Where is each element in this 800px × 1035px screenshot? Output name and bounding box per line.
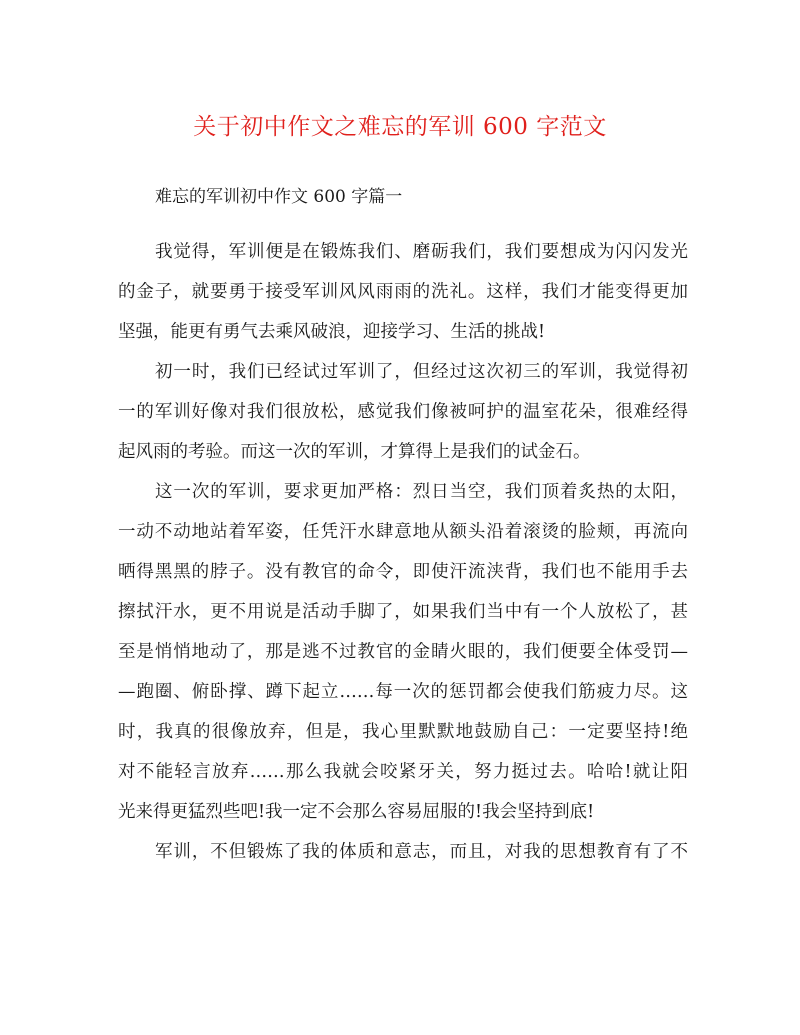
paragraph-3	[118, 472, 688, 832]
document-title: 关于初中作文之难忘的军训 600 字范文	[193, 114, 607, 140]
paragraph-line: 起风雨的考验。而这一次的军训，才算得上是我们的试金石。	[118, 442, 591, 462]
paragraph-line: 晒得黑黑的脖子。没有教官的命令，即使汗流浃背，我们也不能用手去	[118, 562, 688, 582]
paragraph-line: 光来得更猛烈些吧!我一定不会那么容易屈服的!我会坚持到底!	[118, 802, 595, 822]
paragraph-1	[118, 232, 688, 352]
paragraph-line: 这一次的军训，要求更加严格：烈日当空，我们顶着炙热的太阳，	[155, 482, 688, 502]
paragraph-2	[118, 352, 688, 472]
paragraph-line: 对不能轻言放弃……那么我就会咬紧牙关，努力挺过去。哈哈!就让阳	[118, 762, 688, 782]
paragraph-line: 初一时，我们已经试过军训了，但经过这次初三的军训，我觉得初	[155, 362, 688, 382]
paragraph-line: 时，我真的很像放弃，但是，我心里默默地鼓励自己：一定要坚持!绝	[118, 722, 688, 742]
essay-body	[118, 232, 688, 872]
paragraph-line: 一动不动地站着军姿，任凭汗水肆意地从额头沿着滚烫的脸颊，再流向	[118, 522, 688, 542]
paragraph-line: 坚强，能更有勇气去乘风破浪，迎接学习、生活的挑战!	[118, 322, 546, 342]
paragraph-line: 军训，不但锻炼了我的体质和意志，而且，对我的思想教育有了不	[155, 842, 688, 862]
paragraph-line: —跑圈、俯卧撑、蹲下起立……每一次的惩罚都会使我们筋疲力尽。这	[118, 682, 688, 702]
paragraph-line: 至是悄悄地动了，那是逃不过教官的金睛火眼的，我们便要全体受罚—	[118, 642, 688, 662]
essay-subtitle: 难忘的军训初中作文 600 字篇一	[155, 187, 403, 207]
paragraph-line: 擦拭汗水，更不用说是活动手脚了，如果我们当中有一个人放松了，甚	[118, 602, 688, 622]
paragraph-4	[118, 832, 688, 872]
paragraph-line: 我觉得，军训便是在锻炼我们、磨砺我们，我们要想成为闪闪发光	[155, 242, 688, 262]
paragraph-line: 的金子，就要勇于接受军训风风雨雨的洗礼。这样，我们才能变得更加	[118, 282, 688, 302]
paragraph-line: 一的军训好像对我们很放松，感觉我们像被呵护的温室花朵，很难经得	[118, 402, 688, 422]
